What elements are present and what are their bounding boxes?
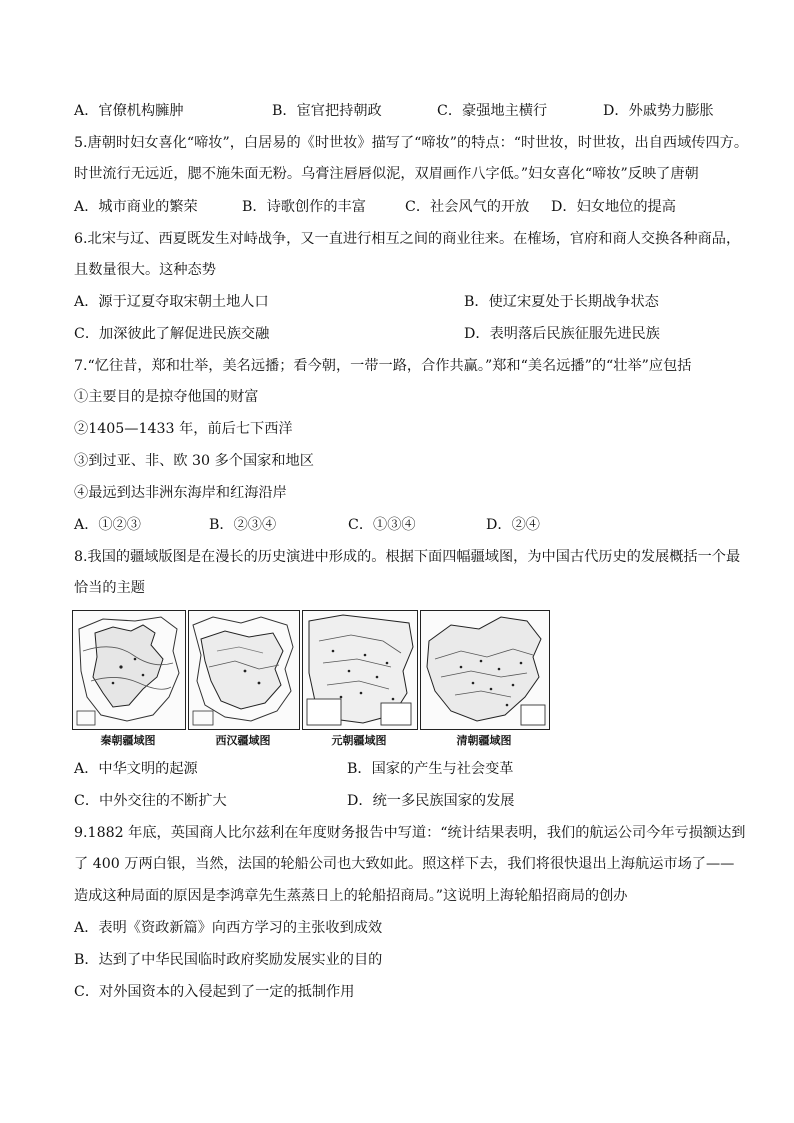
q7-option-b: B．②③④	[209, 517, 277, 533]
western-han-map-drawing	[189, 611, 299, 729]
q6-stem-line1: 6.北宋与辽、西夏既发生对峙战争，又一直进行相互之间的商业往来。在榷场，官府和商人交换各种商品，	[74, 231, 741, 247]
territory-maps	[72, 610, 550, 745]
q7-item-3: ③到过亚、非、欧 30 多个国家和地区	[74, 453, 314, 469]
q5-option-d: D．妇女地位的提高	[551, 199, 676, 215]
q7-option-a: A．①②③	[74, 517, 141, 533]
q5-option-b: B．诗歌创作的丰富	[242, 199, 366, 215]
qin-map-drawing	[73, 611, 185, 729]
q6-option-c: C．加深彼此了解促进民族交融	[74, 326, 270, 342]
q6-option-d: D．表明落后民族征服先进民族	[464, 326, 660, 342]
qin-territory-map	[72, 610, 186, 730]
q9-stem-line1: 9.1882 年底，英国商人比尔兹利在年度财务报告中写道：“统计结果表明，我们的航运公司今年亏损额达到	[74, 825, 746, 841]
qin-map-caption: 秦朝疆域图	[100, 734, 156, 747]
q4-option-a: A．官僚机构臃肿	[74, 103, 184, 119]
yuan-map-drawing	[303, 611, 417, 729]
q6-option-b: B．使辽宋夏处于长期战争状态	[464, 294, 659, 310]
q4-option-c: C．豪强地主横行	[437, 103, 548, 119]
q7-option-c: C．①③④	[348, 517, 416, 533]
qing-territory-map	[420, 610, 550, 730]
q8-option-a: A．中华文明的起源	[74, 761, 198, 777]
q7-option-d: D．②④	[486, 517, 540, 533]
yuan-territory-map	[302, 610, 418, 730]
q9-option-c: C．对外国资本的入侵起到了一定的抵制作用	[74, 984, 355, 1000]
q9-stem-line3: 造成这种局面的原因是李鸿章先生蒸蒸日上的轮船招商局。”这说明上海轮船招商局的创办	[74, 888, 628, 904]
western-han-territory-map	[188, 610, 300, 730]
q9-option-a: A．表明《资政新篇》向西方学习的主张收到成效	[74, 920, 383, 936]
q6-option-a: A．源于辽夏夺取宋朝土地人口	[74, 294, 269, 310]
qing-map-drawing	[421, 611, 549, 729]
q7-stem: 7.“忆往昔，郑和壮举，美名远播；看今朝，一带一路，合作共赢。”郑和“美名远播”的“壮举”应包括	[74, 358, 692, 374]
q7-item-1: ①主要目的是掠夺他国的财富	[74, 389, 259, 405]
q9-option-b: B．达到了中华民国临时政府奖励发展实业的目的	[74, 952, 383, 968]
q9-stem-line2: 了 400 万两白银，当然，法国的轮船公司也大致如此。照这样下去，我们将很快退出上海航运市场了——	[74, 856, 735, 872]
q5-stem-line1: 5.唐朝时妇女喜化“啼妆”，白居易的《时世妆》描写了“啼妆”的特点：“时世妆，时世妆，出自西域传四方。	[74, 135, 749, 151]
q5-option-a: A．城市商业的繁荣	[74, 199, 198, 215]
q6-stem-line2: 且数量很大。这种态势	[74, 262, 216, 278]
q8-option-d: D．统一多民族国家的发展	[347, 793, 515, 809]
q4-option-d: D．外戚势力膨胀	[603, 103, 714, 119]
q8-option-c: C．中外交往的不断扩大	[74, 793, 227, 809]
q8-option-b: B．国家的产生与社会变革	[347, 761, 514, 777]
q5-option-c: C．社会风气的开放	[405, 199, 530, 215]
qing-map-caption: 清朝疆域图	[456, 734, 512, 747]
western-han-map-caption: 西汉疆域图	[215, 734, 271, 747]
q5-stem-line2: 时世流行无远近，腮不施朱面无粉。乌膏注唇唇似泥，双眉画作八字低。”妇女喜化“啼妆”反映了唐朝	[74, 166, 699, 182]
q7-item-4: ④最远到达非洲东海岸和红海沿岸	[74, 485, 287, 501]
yuan-map-caption: 元朝疆域图	[331, 734, 387, 747]
q8-stem-line2: 恰当的主题	[74, 580, 145, 596]
q7-item-2: ②1405—1433 年，前后七下西洋	[74, 421, 293, 437]
q4-option-b: B．宦官把持朝政	[272, 103, 382, 119]
q8-stem-line1: 8.我国的疆域版图是在漫长的历史演进中形成的。根据下面四幅疆域图，为中国古代历史的发展概括一个最	[74, 549, 741, 565]
